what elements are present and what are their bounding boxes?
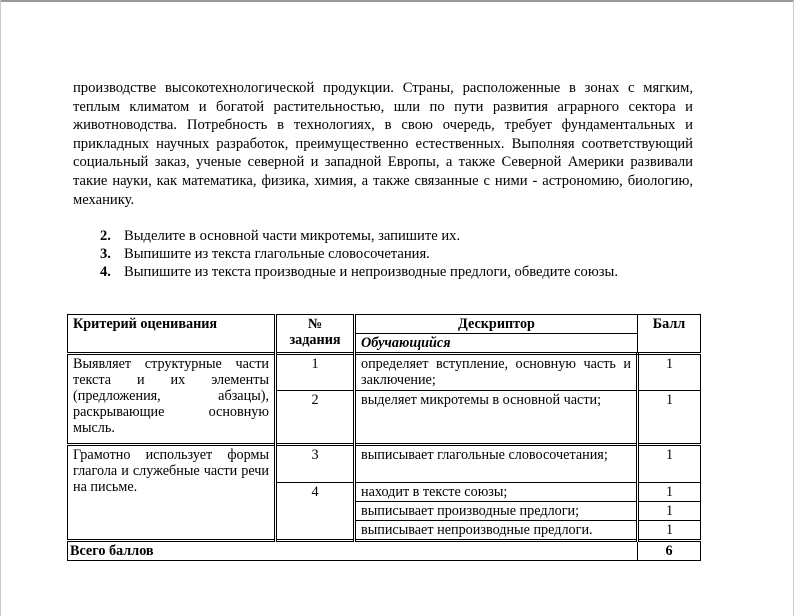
task-number: 2. bbox=[100, 228, 111, 244]
task-item bbox=[100, 245, 618, 263]
total-value: 6 bbox=[638, 541, 701, 561]
descriptor-cell: определяет вступление, основную часть и заключение; bbox=[355, 354, 638, 391]
page-left-border bbox=[0, 0, 1, 616]
score-cell: 1 bbox=[638, 502, 701, 521]
descriptor-cell: выписывает глагольные словосочетания; bbox=[355, 445, 638, 483]
table-row bbox=[68, 354, 701, 391]
header-score: Балл bbox=[638, 315, 701, 354]
task-number-cell: 2 bbox=[276, 391, 355, 445]
descriptor-cell: выписывает непроизводные предлоги. bbox=[355, 521, 638, 541]
criterion-cell: Выявляет структурные части текста и их элементы (предложения, абзацы), раскрывающие основную мысль. bbox=[68, 354, 276, 445]
task-list bbox=[100, 227, 618, 281]
header-descriptor: Дескриптор bbox=[355, 315, 638, 334]
header-task-no: № задания bbox=[276, 315, 355, 354]
task-item bbox=[100, 227, 618, 245]
total-label: Всего баллов bbox=[68, 541, 638, 561]
task-text: Выпишите из текста глагольные словосочетания. bbox=[124, 246, 430, 262]
criterion-cell: Грамотно использует формы глагола и служебные части речи на письме. bbox=[68, 445, 276, 541]
score-cell: 1 bbox=[638, 445, 701, 483]
header-learner: Обучающийся bbox=[355, 334, 638, 354]
table-row bbox=[68, 445, 701, 483]
score-cell: 1 bbox=[638, 391, 701, 445]
task-text: Выпишите из текста производные и непроизводные предлоги, обведите союзы. bbox=[124, 264, 618, 280]
body-paragraph: производстве высокотехнологической продукции. Страны, расположенные в зонах с мягким, теплым климатом и богатой растительностью, шли по пути развития аграрного сектора и животноводства. Потребность в технологиях, в свою очередь, требует фундаментальных и прикладных научных разработок, преимущественно естественных. Выполняя соответствующий социальный заказ, ученые северной и западной Европы, а также Северной Америки развивали такие науки, как математика, физика, химия, а также связанные с ними - астрономию, биологию, механику. bbox=[73, 80, 693, 208]
task-number-cell: 1 bbox=[276, 354, 355, 391]
task-number-cell: 4 bbox=[276, 483, 355, 541]
score-cell: 1 bbox=[638, 354, 701, 391]
task-number: 3. bbox=[100, 246, 111, 262]
task-number: 4. bbox=[100, 264, 111, 280]
task-item bbox=[100, 263, 618, 281]
assessment-table bbox=[67, 314, 701, 561]
descriptor-cell: выделяет микротемы в основной части; bbox=[355, 391, 638, 445]
page-top-border bbox=[0, 0, 794, 2]
descriptor-cell: находит в тексте союзы; bbox=[355, 483, 638, 502]
header-criterion: Критерий оценивания bbox=[68, 315, 276, 354]
table-header-row bbox=[68, 315, 701, 334]
score-cell: 1 bbox=[638, 521, 701, 541]
task-text: Выделите в основной части микротемы, запишите их. bbox=[124, 228, 461, 244]
descriptor-cell: выписывает производные предлоги; bbox=[355, 502, 638, 521]
total-row bbox=[68, 541, 701, 561]
score-cell: 1 bbox=[638, 483, 701, 502]
task-number-cell: 3 bbox=[276, 445, 355, 483]
